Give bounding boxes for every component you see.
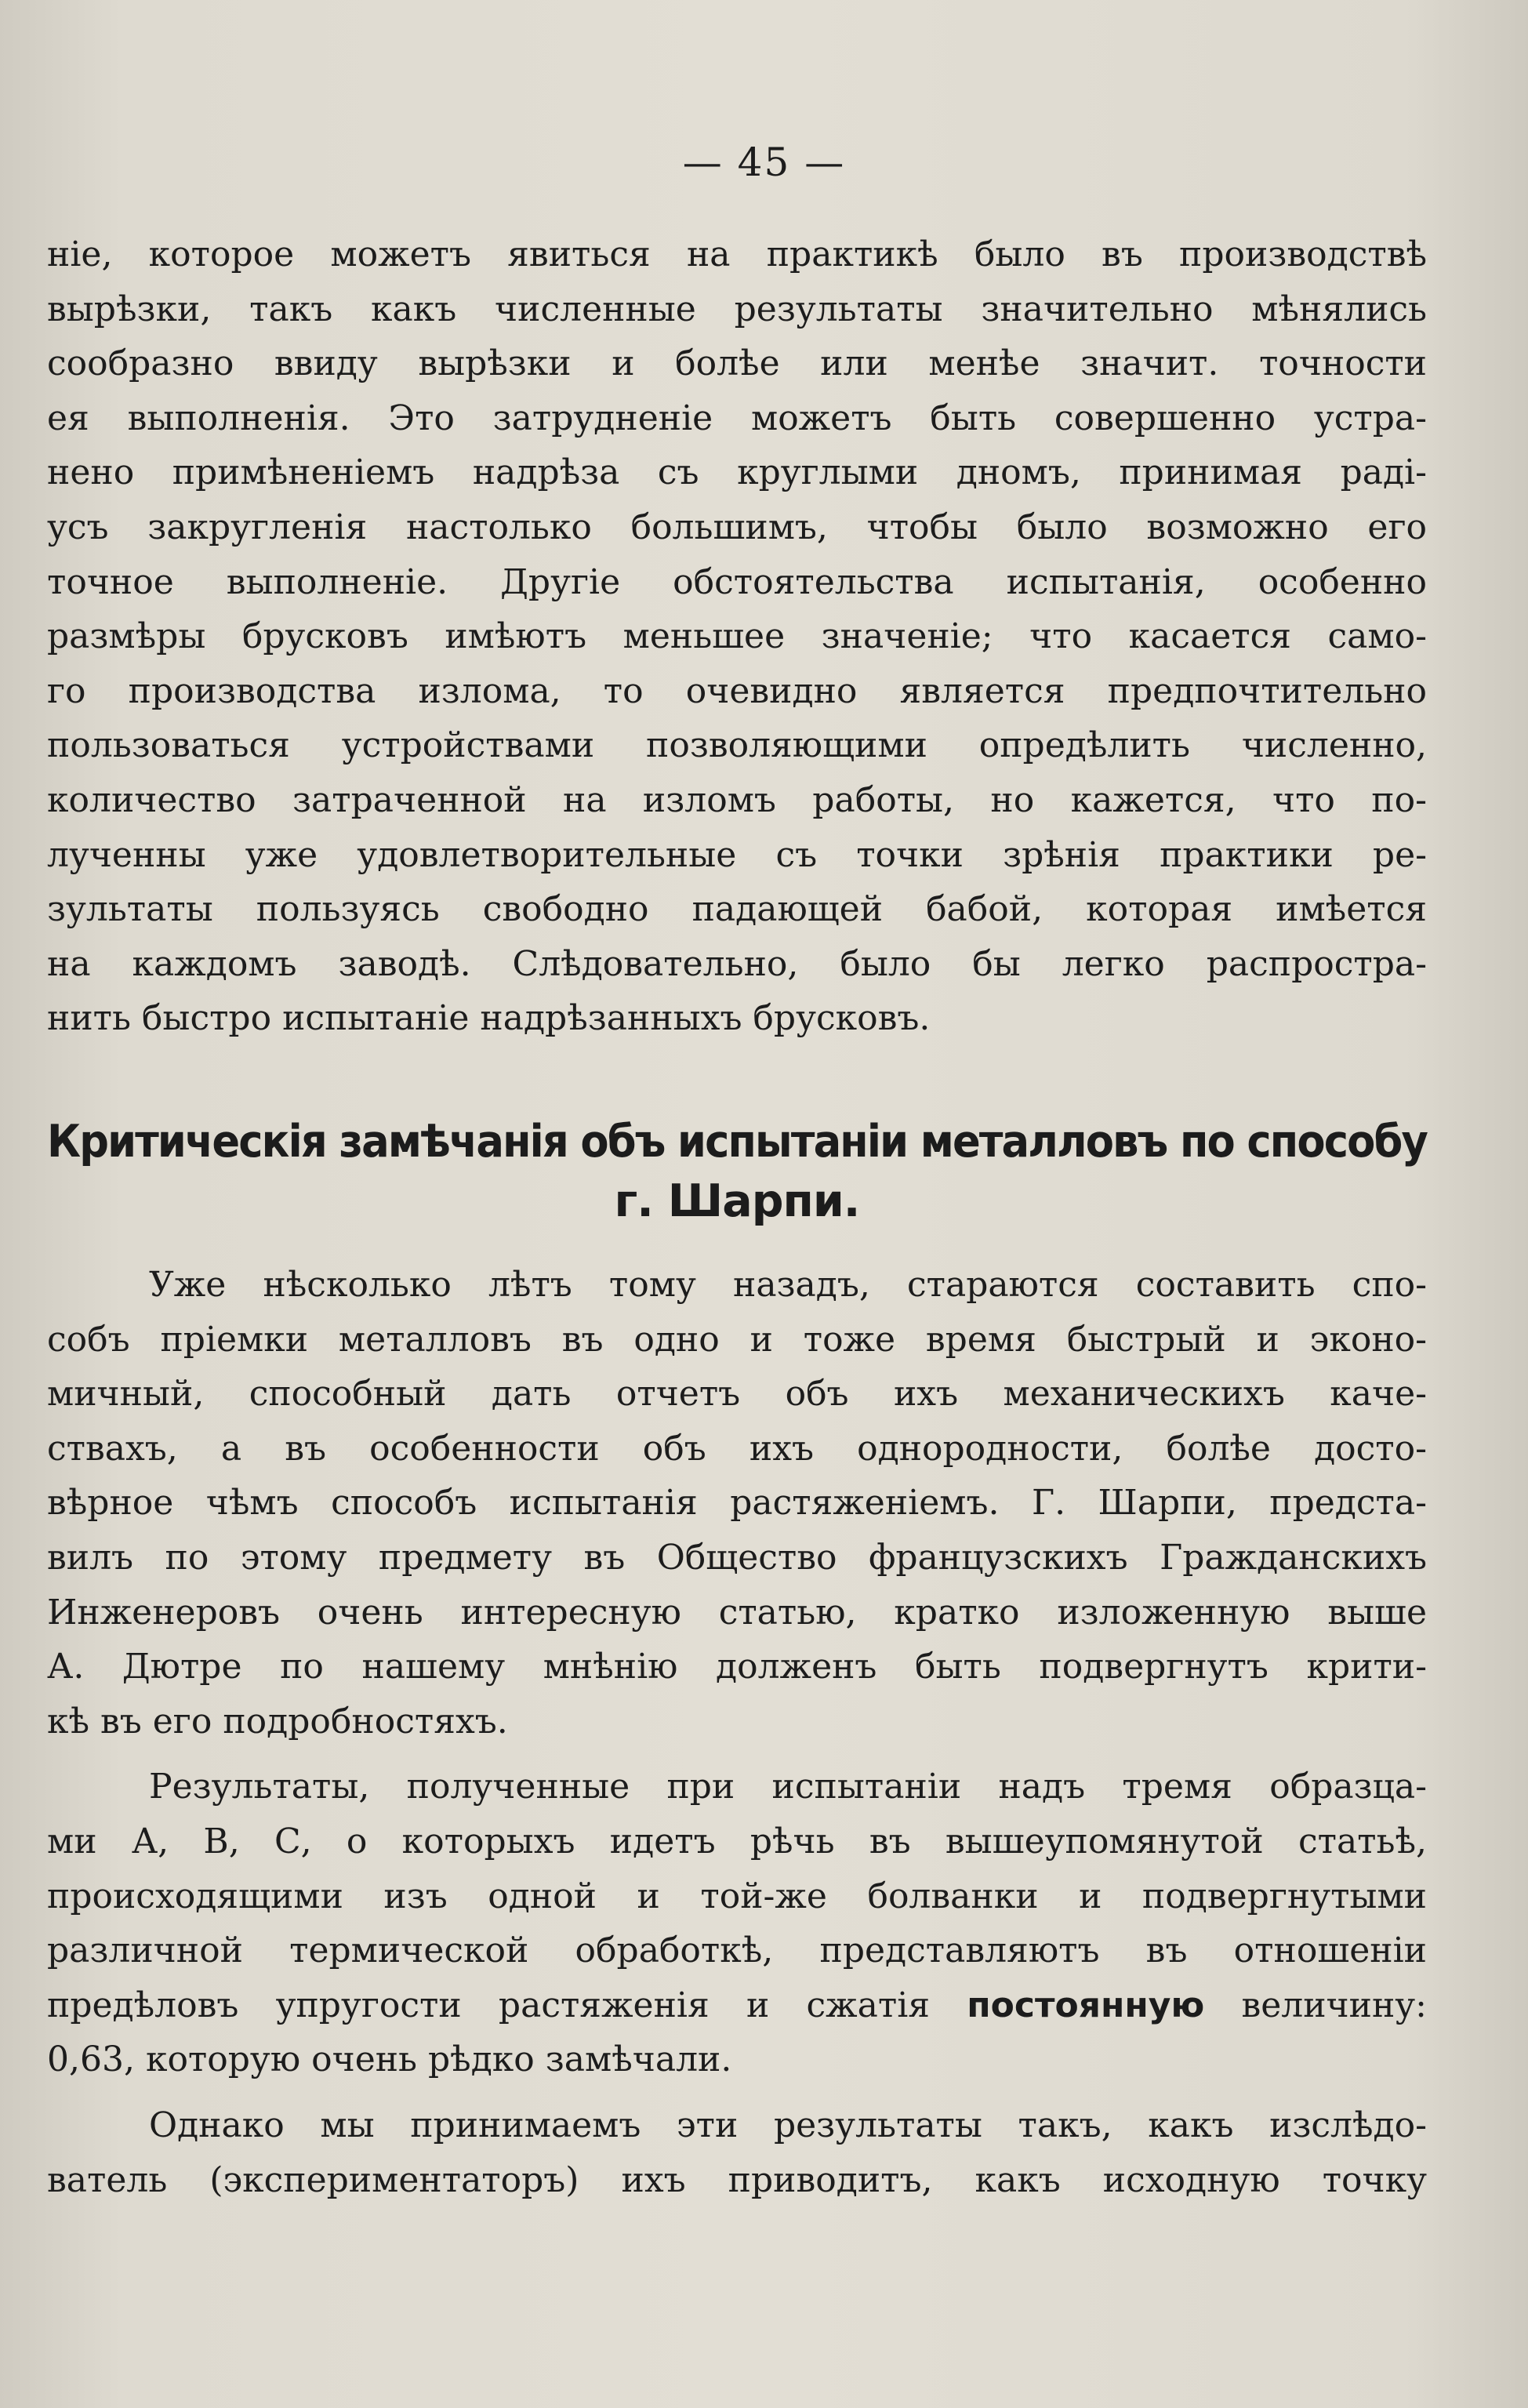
text-line: кѣ въ его подробностяхъ.	[47, 1701, 508, 1742]
text-line: вырѣзки, такъ какъ численные результаты значительно мѣнялись	[47, 289, 1427, 329]
text-line: точное выполненіе. Другіе обстоятельства испытанія, особенно	[47, 561, 1427, 602]
text-line: ватель (экспериментаторъ) ихъ приводитъ, какъ исходную точку	[47, 2159, 1427, 2200]
text-fragment: величину:	[1241, 1985, 1427, 2025]
text-line-with-emphasis	[47, 1978, 1427, 2033]
section-body	[47, 1258, 1427, 2207]
section-continuation	[47, 227, 1427, 1046]
text-line: размѣры брусковъ имѣютъ меньшее значеніе; что касается само-	[47, 616, 1427, 657]
text-line: 0,63, которую очень рѣдко замѣчали.	[47, 2039, 732, 2080]
text-line: ея выполненія. Это затрудненіе можетъ быть совершенно устра-	[47, 398, 1427, 438]
text-line: происходящими изъ одной и той-же болванки и подвергнутыми	[47, 1876, 1427, 1916]
text-line: сообразно ввиду вырѣзки и болѣе или менѣе значит. точности	[47, 343, 1427, 384]
emphasized-word: постоянную	[967, 1985, 1205, 2025]
paragraph-gap	[47, 1749, 1427, 1760]
text-line: усъ закругленія настолько большимъ, чтобы было возможно его	[47, 507, 1427, 547]
text-line: нено примѣненіемъ надрѣза съ круглыми дномъ, принимая раді-	[47, 452, 1427, 493]
text-line: го производства излома, то очевидно является предпочтительно	[47, 670, 1427, 711]
text-line: ніе, которое можетъ явиться на практикѣ было въ производствѣ	[47, 234, 1427, 274]
text-line: ствахъ, а въ особенности объ ихъ однородности, болѣе досто-	[47, 1428, 1427, 1469]
heading-line-1: Критическія замѣчанія объ испытаніи металловъ по способу	[47, 1116, 1427, 1168]
heading-line-2: г. Шарпи.	[614, 1175, 860, 1227]
text-line: вѣрное чѣмъ способъ испытанія растяженіемъ. Г. Шарпи, предста-	[47, 1483, 1427, 1524]
text-line: собъ пріемки металловъ въ одно и тоже время быстрый и эконо-	[47, 1319, 1427, 1360]
text-line: А. Дютре по нашему мнѣнію долженъ быть подвергнутъ крити-	[47, 1647, 1427, 1687]
paragraph-2	[47, 1760, 1427, 2087]
text-line: мичный, способный дать отчетъ объ ихъ механическихъ каче-	[47, 1374, 1427, 1415]
text-line: пользоваться устройствами позволяющими опредѣлить численно,	[47, 725, 1427, 766]
text-line: Результаты, полученные при испытаніи надъ тремя образца-	[149, 1767, 1427, 1807]
section-heading	[47, 1112, 1427, 1231]
text-line: количество затраченной на изломъ работы, но кажется, что по-	[47, 779, 1427, 820]
text-line: вилъ по этому предмету въ Общество французскихъ Гражданскихъ	[47, 1537, 1427, 1578]
paragraph-3	[47, 2098, 1427, 2207]
paragraph-gap	[47, 2087, 1427, 2098]
text-line: на каждомъ заводѣ. Слѣдовательно, было бы легко распростра-	[47, 943, 1427, 984]
text-line: Уже нѣсколько лѣтъ тому назадъ, стараются составить спо-	[149, 1265, 1427, 1305]
text-line: зультаты пользуясь свободно падающей бабой, которая имѣется	[47, 889, 1427, 930]
text-line: Однако мы принимаемъ эти результаты такъ, какъ изслѣдо-	[149, 2105, 1427, 2145]
text-line: различной термической обработкѣ, представляютъ въ отношеніи	[47, 1930, 1427, 1971]
text-line: Инженеровъ очень интересную статью, кратко изложенную выше	[47, 1592, 1427, 1633]
paragraph-1	[47, 1258, 1427, 1749]
text-line: нить быстро испытаніе надрѣзанныхъ брусковъ.	[47, 998, 931, 1039]
text-line: лученны уже удовлетворительные съ точки зрѣнія практики ре-	[47, 834, 1427, 875]
text-fragment: предѣловъ упругости растяженія и сжатія	[47, 1985, 931, 2025]
page-number: — 45 —	[682, 140, 846, 185]
text-line: ми А, В, С, о которыхъ идетъ рѣчь въ вышеупомянутой статьѣ,	[47, 1821, 1427, 1861]
